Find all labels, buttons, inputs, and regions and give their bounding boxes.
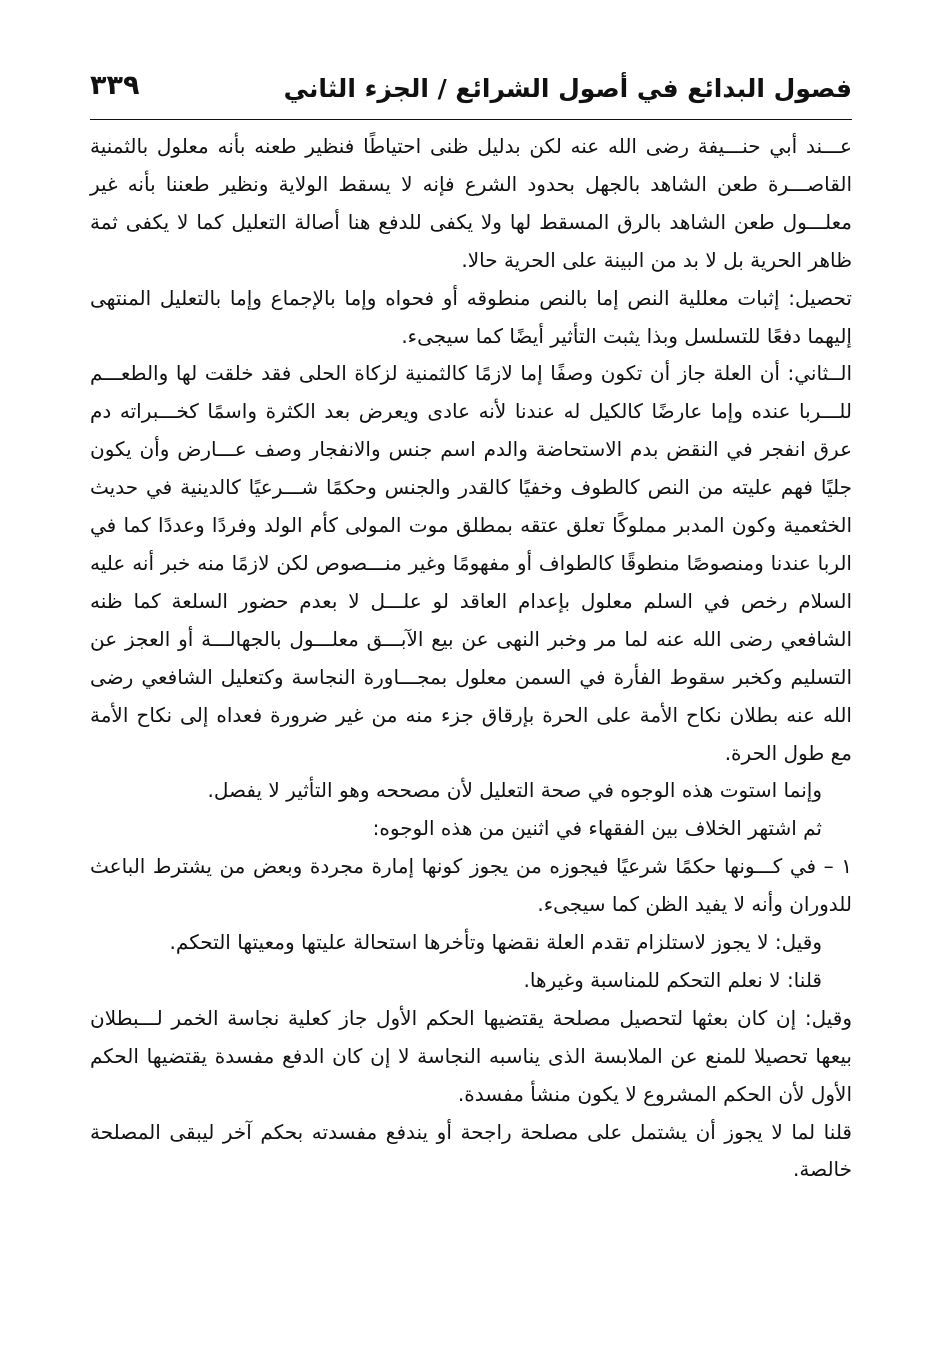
paragraph-reply-1: قلنا: لا نعلم التحكم للمناسبة وغيرها. [523,967,822,992]
paragraph-objection-2: وقيل: إن كان بعثها لتحصيل مصلحة يقتضيها الحكم الأول جاز كعلية نجاسة الخمر لـــبطلان بيعها تحصيلا للمنع عن الملابسة الذى يناسبه النجاسة لا إن كان الدفع مفسدة يقتضيها الحكم الأول لأن الحكم المشروع لا يكون منشأ مفسدة. [90,1005,852,1106]
page-number: ٣٣٩ [90,70,140,101]
paragraph-objection-1: وقيل: لا يجوز لاستلزام تقدم العلة نقضها وتأخرها استحالة عليتها ومعيتها التحكم. [169,930,822,955]
header-divider [90,119,852,120]
paragraph-second-aspect: الــثاني: أن العلة جاز أن تكون وصفًا إما لازمًا كالثمنية لزكاة الحلى فقد خلقت لها والطعـــم للـــربا عنده وإما عارضًا كالكيل له عندنا لأنه عادى ويعرض بعد الكثرة واسمًا كخـــبراته دم عرق انفجر في النقض بدم الاستحاضة والدم اسم جنس والانفجار وصف عـــارض وأن يكون جليًا فهم عليته من النص كالطوف وخفيًا كالقدر والجنس وحكمًا شـــرعيًا كالدينية في حديث الخثعمية وكون المدبر مملوكًا تعلق عتقه بمطلق موت المولى كأم الولد وفردًا وعددًا كما في الربا عندنا ومنصوصًا منطوقًا كالطواف أو مفهومًا وغير منـــصوص لكن لازمًا منه خبر أنه عليه السلام رخص في السلم معلول بإعدام العاقد لو علـــل لا بعدم حضور السلعة كما ظنه الشافعي رضى الله عنه لما مر وخبر النهى عن بيع الآبـــق معلـــول بالجهالـــة أو العجز عن التسليم وكخبر سقوط الفأرة في السمن معلول بمجـــاورة النجاسة وكتعليل الشافعي رضى الله عنه بطلان نكاح الأمة على الحرة بإرقاق جزء منه من غير ضرورة فعداه إلى نكاح الأمة مع طول الحرة. [90,361,852,765]
running-title: فصول البدائع في أصول الشرائع / الجزء الثاني [283,74,852,103]
paragraph-continuation: عـــند أبي حنـــيفة رضى الله عنه لكن بدليل ظنى احتياطًا فنظير طعنه بأنه معلول بالثمنية القاصـــرة طعن الشاهد بالجهل بحدود الشرع فإنه لا يسقط الولاية ونظير طعننا بأنه غير معلـــول طعن الشاهد بالرق المسقط لها ولا يكفى للدفع هنا أصالة التعليل كما لا يكفى ثمة ظاهر الحرية بل لا بد من البينة على الحرية حالا. [90,134,852,272]
paragraph-tahsil: تحصيل: إثبات معللية النص إما بالنص منطوقه أو فحواه وإما بالإجماع وإما بالتعليل المنتهى إليهما دفعًا للتسلسل وبذا يثبت التأثير أيضًا كما سيجىء. [90,285,852,348]
paragraph-reply-2: قلنا لما لا يجوز أن يشتمل على مصلحة راجحة أو يندفع مفسدته بحكم آخر ليبقى المصلحة خالصة. [90,1119,852,1182]
running-header [90,66,852,116]
paragraph-equal-validity: وإنما استوت هذه الوجوه في صحة التعليل لأن مصححه وهو التأثير لا يفصل. [207,778,822,803]
body-text [90,128,852,1189]
paragraph-disagreement: ثم اشتهر الخلاف بين الفقهاء في اثنين من هذه الوجوه: [372,816,822,841]
paragraph-item-1: ١ – في كـــونها حكمًا شرعيًا فيجوزه من يجوز كونها إمارة مجردة وبعض من يشترط الباعث للدوران وأنه لا يفيد الظن كما سيجىء. [90,854,852,917]
